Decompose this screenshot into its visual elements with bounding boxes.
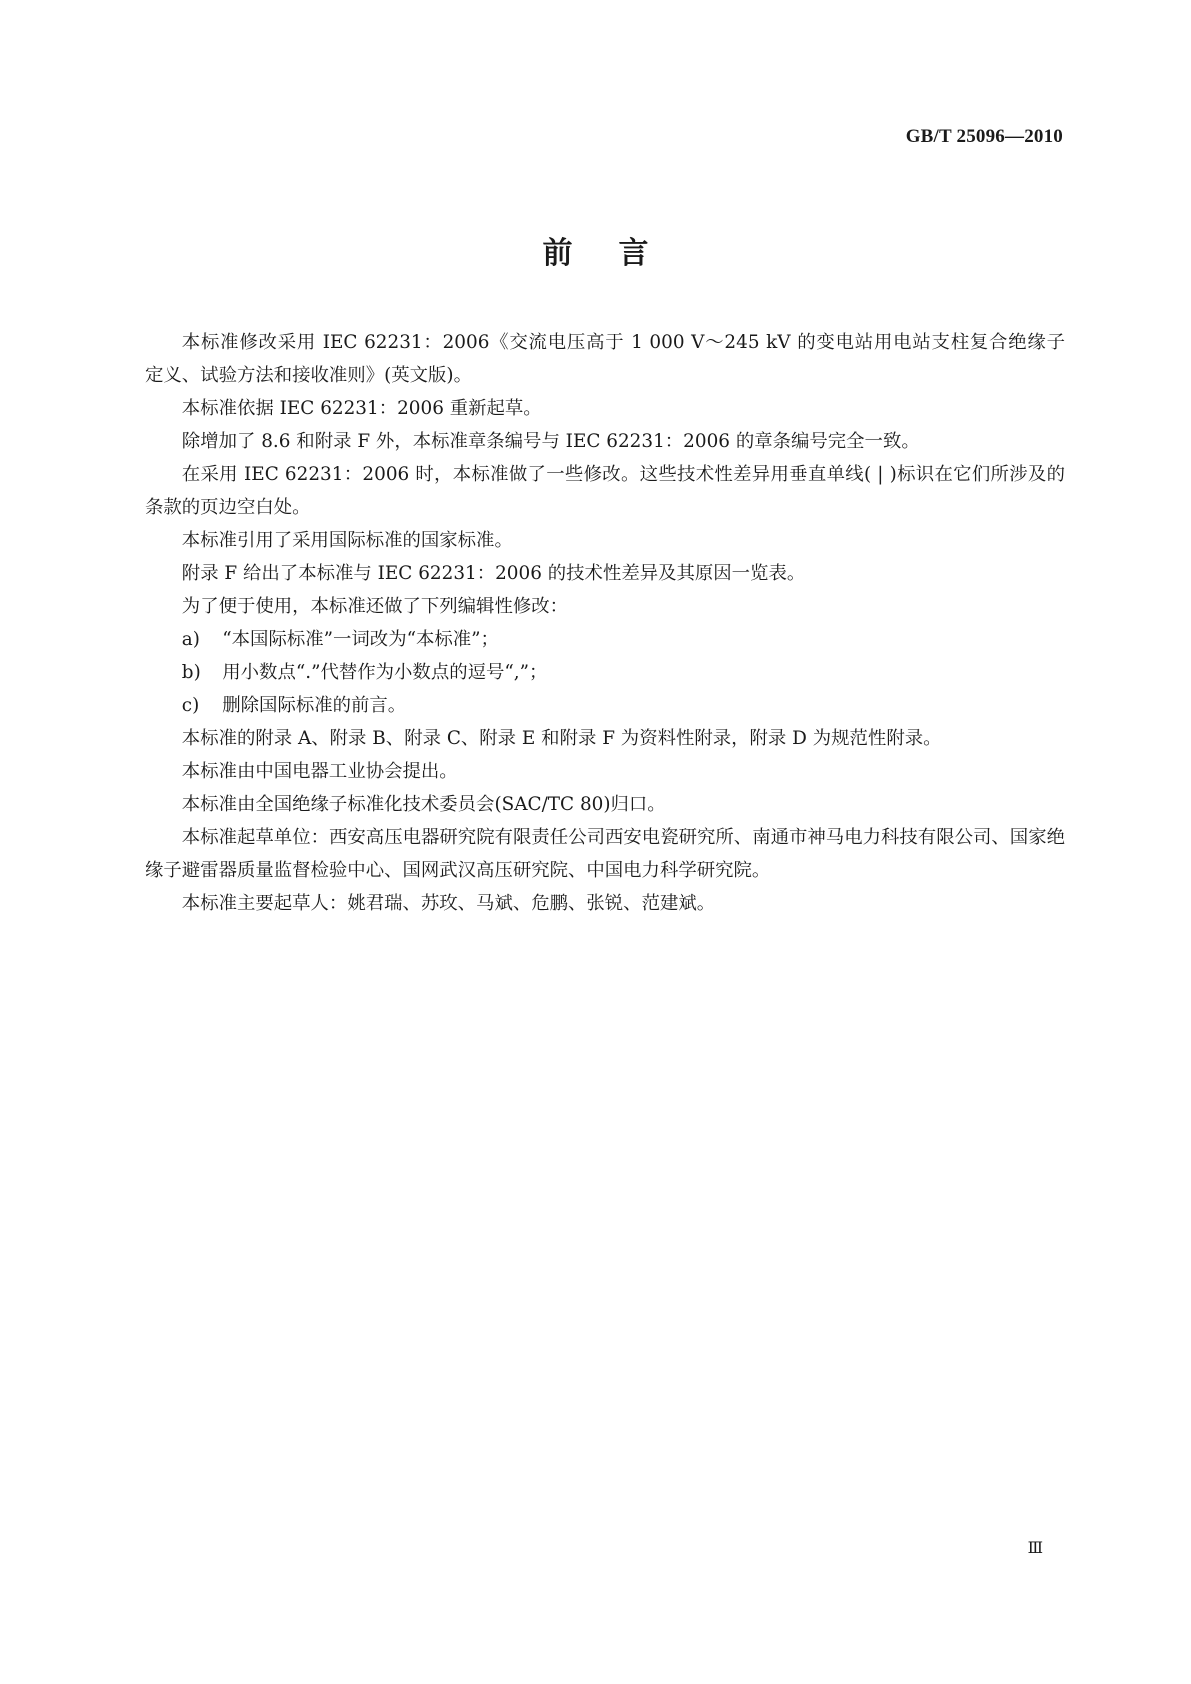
page-number: Ⅲ — [1027, 1540, 1043, 1557]
list-item — [145, 689, 1065, 722]
list-item-label: c) — [181, 695, 200, 716]
paragraph: 为了便于使用，本标准还做了下列编辑性修改： — [181, 596, 569, 617]
paragraph: 本标准的附录 A、附录 B、附录 C、附录 E 和附录 F 为资料性附录，附录 D 为规范性附录。 — [181, 728, 942, 749]
preface-body — [145, 326, 1084, 920]
paragraph: 本标准起草单位：西安高压电器研究院有限责任公司西安电瓷研究所、南通市神马电力科技有限公司、国家绝缘子避雷器质量监督检验中心、国网武汉高压研究院、中国电力科学研究院。 — [145, 827, 1065, 881]
list-item-label: a) — [181, 629, 200, 650]
paragraph: 本标准依据 IEC 62231：2006 重新起草。 — [181, 398, 542, 419]
standard-number: GB/T 25096—2010 — [905, 126, 1063, 147]
list-item — [145, 623, 1065, 656]
list-item-text: 用小数点“.”代替作为小数点的逗号“,”； — [222, 662, 548, 683]
paragraph: 在采用 IEC 62231：2006 时，本标准做了一些修改。这些技术性差异用垂直单线( | )标识在它们所涉及的条款的页边空白处。 — [145, 464, 1065, 518]
paragraph: 本标准由中国电器工业协会提出。 — [181, 761, 458, 782]
paragraph: 附录 F 给出了本标准与 IEC 62231：2006 的技术性差异及其原因一览表。 — [181, 563, 806, 584]
paragraph: 除增加了 8.6 和附录 F 外，本标准章条编号与 IEC 62231：2006 的章条编号完全一致。 — [181, 431, 920, 452]
list-item-text: 删除国际标准的前言。 — [222, 695, 407, 716]
paragraph: 本标准引用了采用国际标准的国家标准。 — [181, 530, 513, 551]
page-title: 前言 — [542, 236, 695, 271]
list-item-text: “本国际标准”一词改为“本标准”； — [222, 629, 499, 650]
paragraph: 本标准修改采用 IEC 62231：2006《交流电压高于 1 000 V～245 kV 的变电站用电站支柱复合绝缘子 定义、试验方法和接收准则》(英文版)。 — [145, 332, 1084, 386]
paragraph: 本标准主要起草人：姚君瑞、苏玫、马斌、危鹏、张锐、范建斌。 — [181, 893, 716, 914]
list-item — [145, 656, 1065, 689]
list-item-label: b) — [181, 662, 201, 683]
paragraph: 本标准由全国绝缘子标准化技术委员会(SAC/TC 80)归口。 — [181, 794, 666, 815]
